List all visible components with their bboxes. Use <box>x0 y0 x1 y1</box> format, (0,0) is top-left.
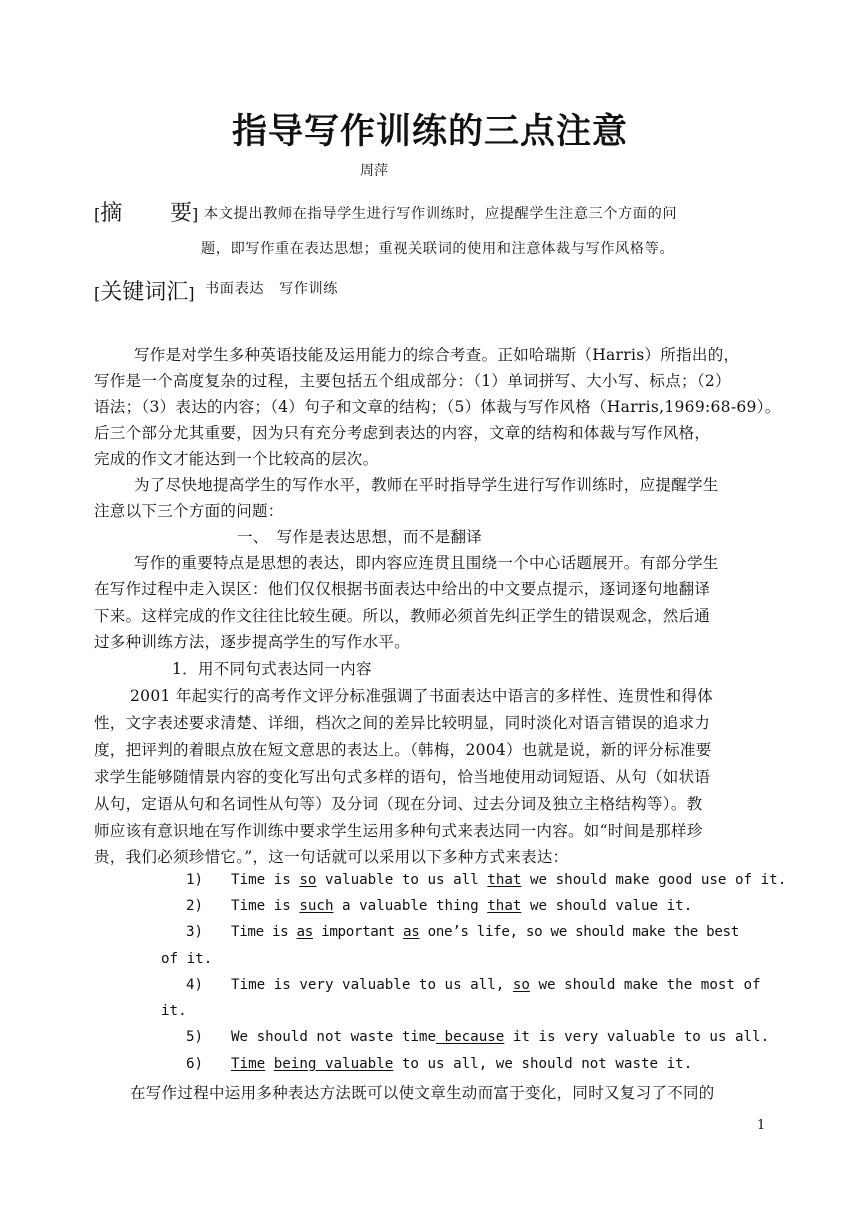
p4-line-4: 求学生能够随情景内容的变化写出句式多样的语句，恰当地使用动词短语、从句（如状语 <box>94 768 711 786</box>
p4-line-2: 性，文字表述要求清楚、详细，档次之间的差异比较明显，同时淡化对语言错误的追求力 <box>94 714 711 732</box>
p4-line-6: 师应该有意识地在写作训练中要求学生运用多种句式来表达同一内容。如“时间是那样珍 <box>94 822 703 840</box>
keywords-label: [关键词汇] <box>94 280 195 305</box>
p5-line-1: 在写作过程中运用多种表达方法既可以使文章生动而富于变化，同时又复习了不同的 <box>130 1084 715 1102</box>
document-title: 指导写作训练的三点注意 <box>231 112 628 152</box>
example-number: 3) <box>186 924 204 940</box>
example-sentence: Time is as important as one’s life, so we should make the best <box>231 924 739 940</box>
p2-line-1: 为了尽快地提高学生的写作水平，教师在平时指导学生进行写作训练时，应提醒学生 <box>134 476 719 494</box>
example-sentence: Time is very valuable to us all, so we should make the most of <box>231 977 761 993</box>
p3-line-4: 过多种训练方法，逐步提高学生的写作水平。 <box>94 633 411 651</box>
keywords-items: 书面表达 写作训练 <box>205 281 339 297</box>
page-number: 1 <box>757 1118 766 1133</box>
example-sentence-continued: of it. <box>161 951 213 967</box>
abstract-label: [摘 <box>94 201 123 226</box>
example-sentence: We should not waste time because it is very valuable to us all. <box>231 1029 770 1045</box>
example-number: 4) <box>186 977 204 993</box>
p1-line-1: 写作是对学生多种英语技能及运用能力的综合考查。正如哈瑞斯（Harris）所指出的， <box>134 346 740 364</box>
abstract-label-b: 要 <box>170 201 193 226</box>
example-sentence: Time being valuable to us all, we should not waste it. <box>231 1056 693 1072</box>
p4-line-1: 2001 年起实行的高考作文评分标准强调了书面表达中语言的多样性、连贯性和得体 <box>130 687 714 705</box>
section-heading-1: 一、 写作是表达思想，而不是翻译 <box>237 528 483 546</box>
abstract-label-a: 摘 <box>100 201 123 226</box>
keywords-label-text: 关键词汇 <box>100 280 189 305</box>
example-sentence: Time is such a valuable thing that we should value it. <box>231 898 693 914</box>
example-sentence-continued: it. <box>161 1003 187 1019</box>
p1-line-5: 完成的作文才能达到一个比较高的层次。 <box>94 450 379 468</box>
example-sentence: Time is so valuable to us all that we should make good use of it. <box>231 872 787 888</box>
p1-line-4: 后三个部分尤其重要，因为只有充分考虑到表达的内容，文章的结构和体裁与写作风格， <box>94 424 711 442</box>
p4-line-7: 贵，我们必须珍惜它。”，这一句话就可以采用以下多种方式来表达： <box>94 848 569 866</box>
abstract-label-end: 要] <box>170 201 199 226</box>
example-number: 2) <box>186 898 204 914</box>
example-number: 1) <box>186 872 204 888</box>
author: 周萍 <box>360 163 388 179</box>
example-number: 5) <box>186 1029 204 1045</box>
abstract-line-2: 题，即写作重在表达思想；重视关联词的使用和注意体裁与写作风格等。 <box>201 241 675 257</box>
abstract-line-1: 本文提出教师在指导学生进行写作训练时，应提醒学生注意三个方面的问 <box>204 206 678 222</box>
p3-line-1: 写作的重要特点是思想的表达，即内容应连贯且围绕一个中心话题展开。有部分学生 <box>134 554 719 572</box>
p1-line-2: 写作是一个高度复杂的过程，主要包括五个组成部分：（1）单词拼写、大小写、标点；（2） <box>94 372 731 390</box>
p1-line-3: 语法；（3）表达的内容；（4）句子和文章的结构；（5）体裁与写作风格（Harris,1969:68-69）。 <box>94 398 781 416</box>
p2-line-2: 注意以下三个方面的问题： <box>94 502 284 520</box>
subheading-1: 1．用不同句式表达同一内容 <box>172 660 372 678</box>
p4-line-3: 度，把评判的着眼点放在短文意思的表达上。（韩梅，2004）也就是说，新的评分标准要 <box>94 741 712 759</box>
p4-line-5: 从句，定语从句和名词性从句等）及分词（现在分词、过去分词及独立主格结构等）。教 <box>94 795 703 813</box>
p3-line-3: 下来。这样完成的作文往往比较生硬。所以，教师必须首先纠正学生的错误观念，然后通 <box>94 607 711 625</box>
example-number: 6) <box>186 1056 204 1072</box>
p3-line-2: 在写作过程中走入误区：他们仅仅根据书面表达中给出的中文要点提示，逐词逐句地翻译 <box>94 580 711 598</box>
